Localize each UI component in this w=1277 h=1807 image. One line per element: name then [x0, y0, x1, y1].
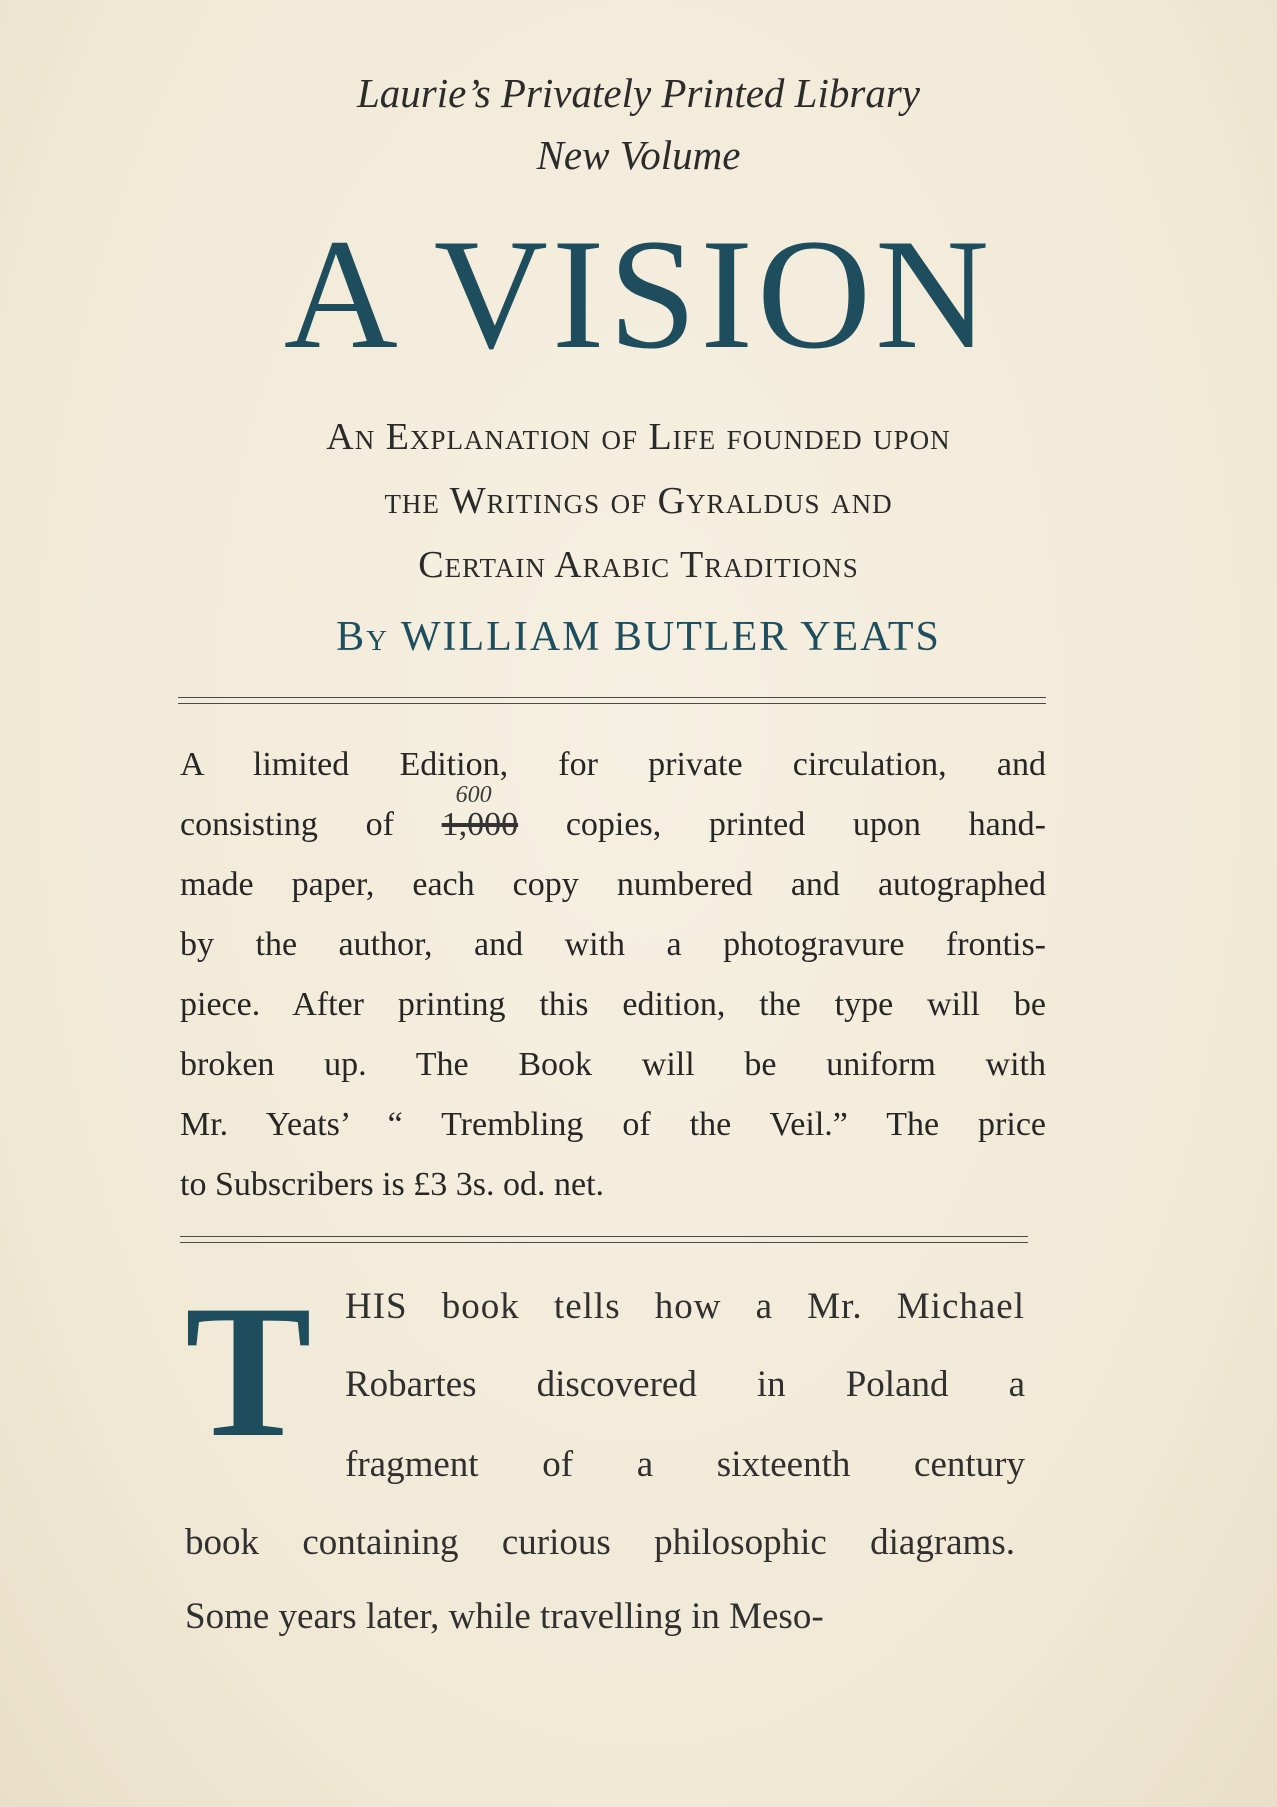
body-line-2: Robartes discovered in Poland a	[345, 1364, 1025, 1405]
book-subtitle	[150, 405, 1127, 597]
edition-notice	[180, 735, 1046, 1215]
subtitle-line-1: An Explanation of Life founded upon	[326, 416, 951, 458]
author-name: WILLIAM BUTLER YEATS	[400, 614, 941, 660]
drop-cap: T	[185, 1267, 312, 1477]
handwritten-copy-count: 600	[455, 782, 492, 808]
notice-line-2-pre: consisting of	[180, 806, 394, 843]
series-heading	[0, 62, 1277, 186]
subtitle-line-2: the Writings of Gyraldus and	[384, 480, 893, 522]
notice-line-2	[180, 782, 1047, 855]
notice-line-2-post: copies, printed upon hand-	[565, 806, 1047, 843]
double-rule-top	[178, 697, 1046, 704]
struck-copy-count: 1,000	[441, 806, 519, 843]
notice-line-3: made paper, each copy numbered and autographed	[180, 866, 1046, 903]
notice-line-6: broken up. The Book will be uniform with	[180, 1046, 1046, 1083]
body-line-4: book containing curious philosophic diagrams.	[185, 1522, 1015, 1563]
notice-line-4: by the author, and with a photogravure frontis-	[180, 926, 1046, 963]
body-line-1: HIS book tells how a Mr. Michael	[345, 1286, 1025, 1327]
body-line-5: Some years later, while travelling in Meso-	[185, 1596, 824, 1637]
book-title: A VISION	[283, 207, 994, 382]
notice-line-1: A limited Edition, for private circulation, and	[180, 746, 1046, 783]
copy-count-correction	[441, 782, 519, 855]
notice-line-5: piece. After printing this edition, the type will be	[180, 986, 1046, 1023]
series-volume: New Volume	[536, 132, 741, 178]
author-byline	[0, 613, 1277, 661]
body-line-3: fragment of a sixteenth century	[345, 1444, 1025, 1485]
notice-line-7: Mr. Yeats’ “ Trembling of the Veil.” The price	[180, 1106, 1046, 1143]
byline-by: By	[336, 614, 390, 660]
subtitle-line-3: Certain Arabic Traditions	[418, 544, 859, 586]
double-rule-bottom	[180, 1236, 1028, 1243]
series-name: Laurie’s Privately Printed Library	[357, 70, 920, 116]
notice-line-8: to Subscribers is £3 3s. od. net.	[180, 1166, 605, 1203]
